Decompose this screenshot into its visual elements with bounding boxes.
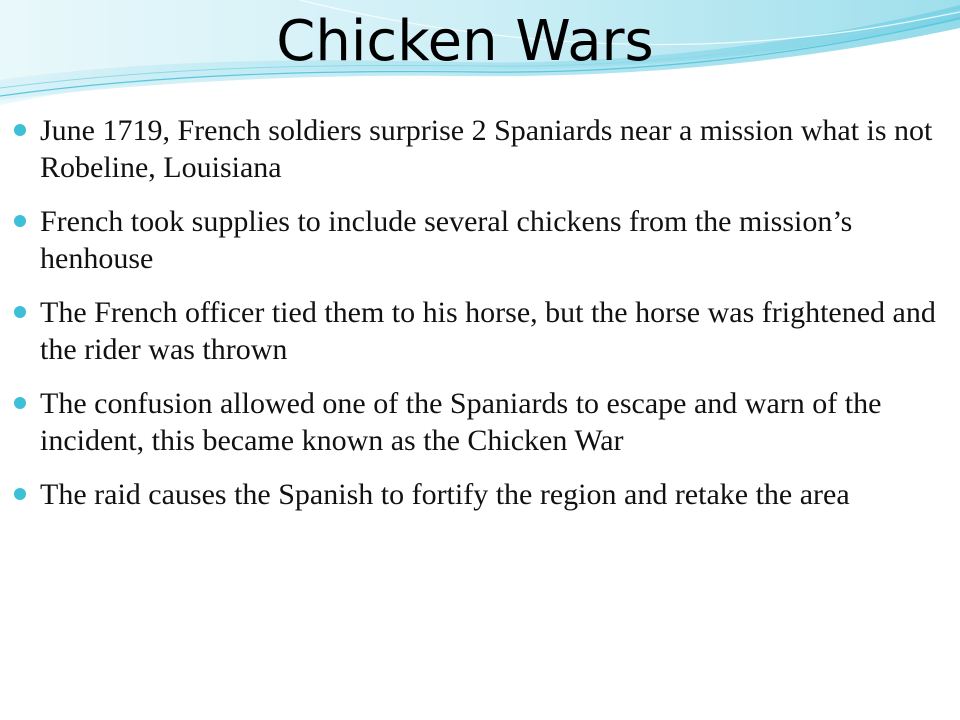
bullet-item — [14, 294, 949, 368]
bullet-text: The French officer tied them to his horse, but the horse was frightened and the rider was thrown — [40, 296, 936, 366]
circle-bullet-icon — [14, 124, 26, 136]
bullet-text: French took supplies to include several chickens from the mission’s henhouse — [40, 205, 853, 275]
circle-bullet-icon — [14, 215, 26, 227]
bullet-item — [14, 112, 949, 186]
bullet-text: June 1719, French soldiers surprise 2 Spaniards near a mission what is not Robeline, Louisiana — [40, 114, 933, 184]
circle-bullet-icon — [14, 306, 26, 318]
circle-bullet-icon — [14, 397, 26, 409]
circle-bullet-icon — [14, 488, 26, 500]
bullet-text: The raid causes the Spanish to fortify the region and retake the area — [40, 478, 850, 511]
bullet-item — [14, 476, 949, 513]
bullet-text: The confusion allowed one of the Spaniards to escape and warn of the incident, this became known as the Chicken War — [40, 387, 882, 457]
bullet-list — [14, 112, 949, 530]
bullet-item — [14, 385, 949, 459]
bullet-item — [14, 203, 949, 277]
slide-title: Chicken Wars — [276, 9, 654, 74]
